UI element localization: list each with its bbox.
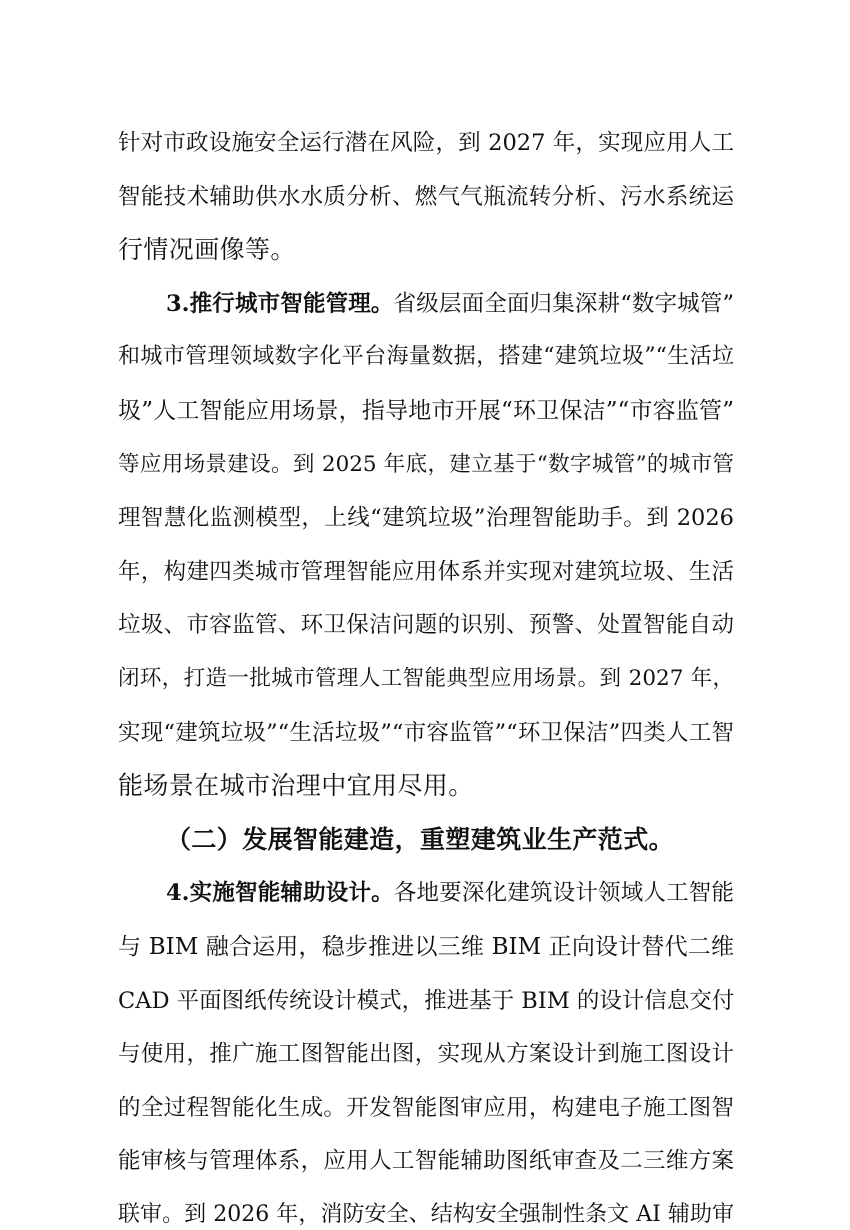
subsection-3-first-line: 3.推行城市智能管理。省级层面全面归集深耕“数字城管” — [166, 291, 734, 317]
body-line: 垃圾、市容监管、环卫保洁问题的识别、预警、处置智能自动 — [118, 612, 734, 638]
body-line: 联审。到 2026 年，消防安全、结构安全强制性条文 AI 辅助审 — [118, 1202, 734, 1227]
subsection-4-first-line: 4.实施智能辅助设计。各地要深化建筑设计领域人工智能 — [166, 880, 734, 906]
subsection-4-title: 4.实施智能辅助设计。 — [166, 880, 394, 906]
body-line: 智能技术辅助供水水质分析、燃气气瓶流转分析、污水系统运 — [118, 184, 734, 210]
body-line: 的全过程智能化生成。开发智能图审应用，构建电子施工图智 — [118, 1095, 734, 1121]
body-line: 与 BIM 融合运用，稳步推进以三维 BIM 正向设计替代二维 — [118, 934, 734, 960]
body-line: 和城市管理领域数字化平台海量数据，搭建“建筑垃圾”“生活垃 — [118, 344, 734, 369]
subsection-3-title: 3.推行城市智能管理。 — [166, 291, 394, 317]
section-heading: （二）发展智能建造，重塑建筑业生产范式。 — [166, 825, 675, 854]
body-line: 圾”人工智能应用场景，指导地市开展“环卫保洁”“市容监管” — [118, 398, 734, 424]
body-line: 年，构建四类城市管理智能应用体系并实现对建筑垃圾、生活 — [118, 559, 734, 585]
body-line: 能场景在城市治理中宜用尽用。 — [118, 771, 474, 800]
body-line: 行情况画像等。 — [118, 235, 296, 264]
body-line: 闭环，打造一批城市管理人工智能典型应用场景。到 2027 年， — [118, 666, 734, 691]
body-line: 针对市政设施安全运行潜在风险，到 2027 年，实现应用人工 — [118, 130, 734, 156]
body-line: 能审核与管理体系，应用人工智能辅助图纸审查及二三维方案 — [118, 1148, 734, 1174]
body-line: 与使用，推广施工图智能出图，实现从方案设计到施工图设计 — [118, 1041, 734, 1067]
body-line: 理智慧化监测模型，上线“建筑垃圾”治理智能助手。到 2026 — [118, 505, 734, 531]
body-line: 实现“建筑垃圾”“生活垃圾”“市容监管”“环卫保洁”四类人工智 — [118, 720, 734, 746]
body-line: 等应用场景建设。到 2025 年底，建立基于“数字城管”的城市管 — [118, 452, 734, 477]
body-line: CAD 平面图纸传统设计模式，推进基于 BIM 的设计信息交付 — [118, 988, 735, 1014]
